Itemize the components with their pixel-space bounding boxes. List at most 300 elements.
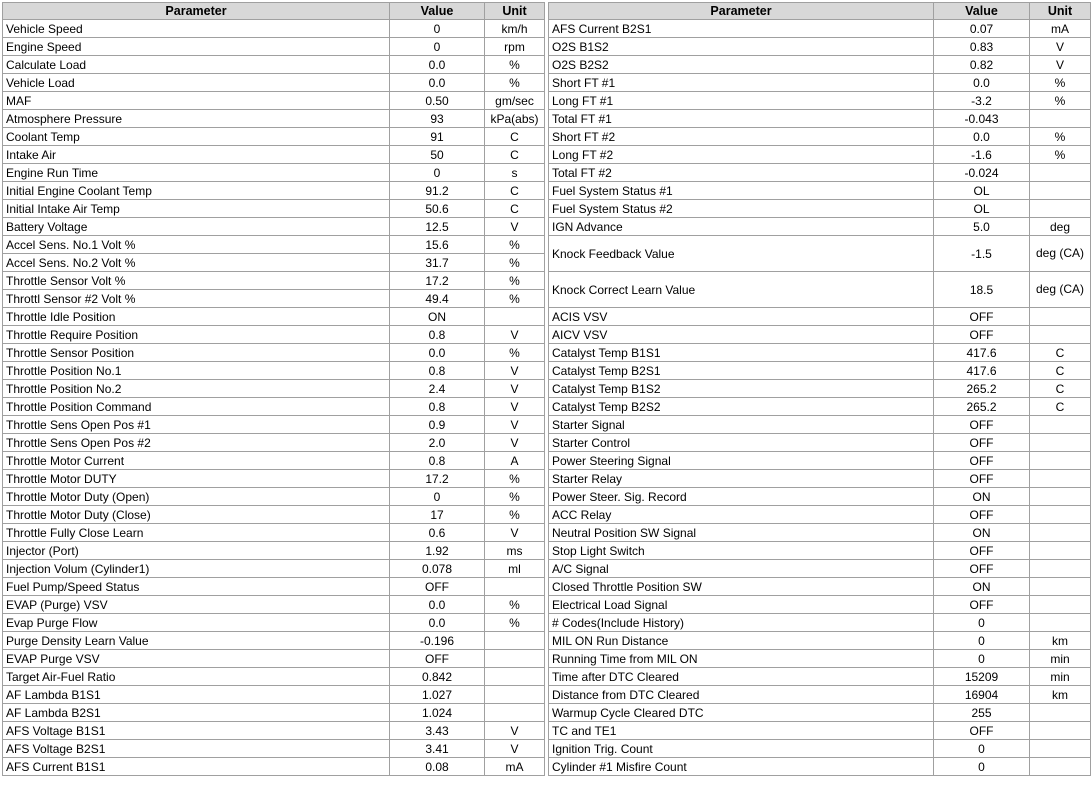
value-cell: 3.41	[390, 740, 485, 758]
value-cell: 2.4	[390, 380, 485, 398]
value-cell: OFF	[934, 542, 1030, 560]
table-row	[549, 200, 1091, 218]
parameter-cell: Distance from DTC Cleared	[549, 686, 934, 704]
table-row	[549, 344, 1091, 362]
unit-cell: mA	[1030, 20, 1091, 38]
unit-cell: V	[1030, 38, 1091, 56]
table-row	[549, 470, 1091, 488]
unit-cell: V	[485, 740, 545, 758]
value-cell: ON	[934, 524, 1030, 542]
parameter-cell: ACC Relay	[549, 506, 934, 524]
value-cell: 50.6	[390, 200, 485, 218]
unit-cell	[485, 308, 545, 326]
unit-cell: V	[485, 398, 545, 416]
unit-cell: %	[485, 596, 545, 614]
value-cell: 3.43	[390, 722, 485, 740]
parameter-cell: Injector (Port)	[3, 542, 390, 560]
value-cell: 417.6	[934, 344, 1030, 362]
value-cell: 31.7	[390, 254, 485, 272]
parameter-cell: Neutral Position SW Signal	[549, 524, 934, 542]
table-row	[549, 722, 1091, 740]
table-row	[3, 74, 545, 92]
value-cell: 0.83	[934, 38, 1030, 56]
table-row	[3, 164, 545, 182]
value-cell: 0.82	[934, 56, 1030, 74]
parameter-cell: Accel Sens. No.2 Volt %	[3, 254, 390, 272]
table-row	[3, 758, 545, 776]
unit-cell	[1030, 164, 1091, 182]
unit-cell	[1030, 542, 1091, 560]
table-row	[549, 452, 1091, 470]
table-row	[3, 56, 545, 74]
value-cell: OFF	[934, 434, 1030, 452]
parameter-cell: Target Air-Fuel Ratio	[3, 668, 390, 686]
unit-cell: s	[485, 164, 545, 182]
unit-cell: %	[485, 272, 545, 290]
value-cell: OL	[934, 200, 1030, 218]
unit-cell: V	[485, 434, 545, 452]
unit-cell: %	[1030, 146, 1091, 164]
table-row	[3, 506, 545, 524]
unit-cell: %	[485, 470, 545, 488]
table-row	[3, 290, 545, 308]
table-row	[549, 56, 1091, 74]
value-cell: OFF	[390, 650, 485, 668]
table-row	[3, 560, 545, 578]
value-cell: 15209	[934, 668, 1030, 686]
unit-cell: rpm	[485, 38, 545, 56]
parameter-cell: Short FT #2	[549, 128, 934, 146]
unit-cell: gm/sec	[485, 92, 545, 110]
parameter-cell: AFS Voltage B1S1	[3, 722, 390, 740]
right-table-body	[549, 20, 1091, 776]
unit-cell	[1030, 524, 1091, 542]
unit-cell	[485, 578, 545, 596]
parameter-cell: Total FT #2	[549, 164, 934, 182]
value-cell: 0.8	[390, 362, 485, 380]
parameter-cell: IGN Advance	[549, 218, 934, 236]
value-cell: 0.0	[390, 344, 485, 362]
table-row	[549, 506, 1091, 524]
unit-cell: deg (CA)	[1030, 272, 1091, 308]
table-row	[549, 362, 1091, 380]
table-row	[549, 596, 1091, 614]
unit-cell	[1030, 470, 1091, 488]
value-cell: 16904	[934, 686, 1030, 704]
parameter-cell: Throttle Sens Open Pos #1	[3, 416, 390, 434]
parameter-cell: A/C Signal	[549, 560, 934, 578]
value-cell: 1.024	[390, 704, 485, 722]
parameter-cell: Cylinder #1 Misfire Count	[549, 758, 934, 776]
table-row	[549, 308, 1091, 326]
value-cell: 0	[390, 488, 485, 506]
parameter-cell: Injection Volum (Cylinder1)	[3, 560, 390, 578]
table-row	[549, 38, 1091, 56]
unit-cell: V	[485, 416, 545, 434]
unit-cell: kPa(abs)	[485, 110, 545, 128]
parameter-cell: Warmup Cycle Cleared DTC	[549, 704, 934, 722]
parameter-cell: Throttle Motor Current	[3, 452, 390, 470]
unit-cell: %	[1030, 128, 1091, 146]
value-cell: 17	[390, 506, 485, 524]
table-row	[3, 380, 545, 398]
unit-cell: km/h	[485, 20, 545, 38]
value-cell: 0.08	[390, 758, 485, 776]
table-row	[3, 308, 545, 326]
unit-cell	[1030, 110, 1091, 128]
value-cell: 0.50	[390, 92, 485, 110]
parameter-cell: Throttle Sensor Position	[3, 344, 390, 362]
unit-cell: C	[485, 128, 545, 146]
value-cell: OFF	[934, 308, 1030, 326]
parameter-cell: Initial Intake Air Temp	[3, 200, 390, 218]
unit-cell: C	[1030, 398, 1091, 416]
value-cell: 0.9	[390, 416, 485, 434]
unit-cell: %	[485, 254, 545, 272]
parameter-cell: Power Steering Signal	[549, 452, 934, 470]
value-cell: OFF	[934, 326, 1030, 344]
unit-cell: km	[1030, 632, 1091, 650]
value-cell: OFF	[934, 452, 1030, 470]
table-row	[549, 686, 1091, 704]
unit-cell: deg (CA)	[1030, 236, 1091, 272]
value-cell: 2.0	[390, 434, 485, 452]
table-row	[3, 416, 545, 434]
value-cell: 0.8	[390, 398, 485, 416]
unit-cell: %	[485, 488, 545, 506]
value-cell: 1.027	[390, 686, 485, 704]
parameter-cell: Starter Signal	[549, 416, 934, 434]
parameter-cell: Electrical Load Signal	[549, 596, 934, 614]
parameter-cell: Total FT #1	[549, 110, 934, 128]
unit-cell	[1030, 722, 1091, 740]
table-row	[3, 254, 545, 272]
parameter-cell: Stop Light Switch	[549, 542, 934, 560]
unit-cell	[1030, 308, 1091, 326]
value-cell: 0.0	[390, 56, 485, 74]
value-cell: 91	[390, 128, 485, 146]
parameter-cell: Time after DTC Cleared	[549, 668, 934, 686]
table-row	[3, 470, 545, 488]
parameter-cell: Catalyst Temp B2S1	[549, 362, 934, 380]
table-row	[3, 740, 545, 758]
value-header: Value	[390, 3, 485, 20]
value-cell: 0.078	[390, 560, 485, 578]
value-cell: ON	[934, 488, 1030, 506]
unit-cell	[1030, 200, 1091, 218]
value-cell: -0.024	[934, 164, 1030, 182]
parameter-cell: Intake Air	[3, 146, 390, 164]
parameter-cell: Catalyst Temp B1S1	[549, 344, 934, 362]
table-row	[3, 542, 545, 560]
unit-cell	[485, 704, 545, 722]
unit-cell: %	[1030, 74, 1091, 92]
value-cell: 15.6	[390, 236, 485, 254]
unit-cell: V	[1030, 56, 1091, 74]
value-cell: 0	[390, 38, 485, 56]
table-row	[3, 488, 545, 506]
parameter-cell: AFS Voltage B2S1	[3, 740, 390, 758]
unit-cell: C	[485, 200, 545, 218]
unit-cell: min	[1030, 668, 1091, 686]
unit-cell: C	[485, 146, 545, 164]
table-row	[3, 200, 545, 218]
value-cell: 49.4	[390, 290, 485, 308]
table-row	[549, 704, 1091, 722]
value-cell: 17.2	[390, 470, 485, 488]
value-cell: 93	[390, 110, 485, 128]
parameter-cell: Long FT #1	[549, 92, 934, 110]
unit-header: Unit	[485, 3, 545, 20]
unit-cell	[1030, 614, 1091, 632]
parameter-cell: Throttle Require Position	[3, 326, 390, 344]
unit-cell	[1030, 740, 1091, 758]
parameter-cell: Throttle Motor Duty (Open)	[3, 488, 390, 506]
table-row	[549, 524, 1091, 542]
table-row	[3, 668, 545, 686]
parameter-header: Parameter	[549, 3, 934, 20]
parameter-cell: Fuel System Status #2	[549, 200, 934, 218]
parameter-cell: Throttle Motor DUTY	[3, 470, 390, 488]
value-cell: 265.2	[934, 398, 1030, 416]
parameter-cell: O2S B1S2	[549, 38, 934, 56]
header-row	[3, 3, 545, 20]
unit-cell: C	[1030, 344, 1091, 362]
parameter-cell: Throttle Sensor Volt %	[3, 272, 390, 290]
table-row	[549, 434, 1091, 452]
unit-cell	[1030, 182, 1091, 200]
table-row	[3, 578, 545, 596]
unit-cell	[1030, 704, 1091, 722]
table-row	[549, 632, 1091, 650]
value-cell: -1.6	[934, 146, 1030, 164]
parameter-cell: Vehicle Load	[3, 74, 390, 92]
table-row	[3, 524, 545, 542]
table-row	[3, 434, 545, 452]
value-cell: OFF	[934, 560, 1030, 578]
unit-cell	[1030, 488, 1091, 506]
unit-cell	[1030, 416, 1091, 434]
parameter-cell: EVAP (Purge) VSV	[3, 596, 390, 614]
parameter-cell: Ignition Trig. Count	[549, 740, 934, 758]
parameter-cell: Closed Throttle Position SW	[549, 578, 934, 596]
value-cell: OFF	[390, 578, 485, 596]
parameter-cell: Throttle Fully Close Learn	[3, 524, 390, 542]
unit-cell: C	[1030, 362, 1091, 380]
value-cell: 0.0	[934, 74, 1030, 92]
parameter-cell: Atmosphere Pressure	[3, 110, 390, 128]
value-cell: 0	[934, 614, 1030, 632]
value-cell: 0.0	[390, 596, 485, 614]
table-row	[3, 614, 545, 632]
table-row	[549, 182, 1091, 200]
unit-cell: %	[485, 344, 545, 362]
unit-cell: %	[485, 74, 545, 92]
unit-cell: %	[485, 290, 545, 308]
value-cell: 0.0	[934, 128, 1030, 146]
parameter-cell: Throttle Position No.2	[3, 380, 390, 398]
parameter-cell: Catalyst Temp B1S2	[549, 380, 934, 398]
table-row	[3, 146, 545, 164]
table-row	[549, 272, 1091, 308]
parameter-cell: EVAP Purge VSV	[3, 650, 390, 668]
table-row	[549, 416, 1091, 434]
parameter-cell: Initial Engine Coolant Temp	[3, 182, 390, 200]
table-row	[549, 650, 1091, 668]
value-cell: ON	[390, 308, 485, 326]
value-cell: 0.07	[934, 20, 1030, 38]
parameter-cell: Purge Density Learn Value	[3, 632, 390, 650]
unit-cell: ms	[485, 542, 545, 560]
parameter-cell: AF Lambda B1S1	[3, 686, 390, 704]
value-cell: ON	[934, 578, 1030, 596]
value-cell: OFF	[934, 416, 1030, 434]
parameter-cell: AFS Current B1S1	[3, 758, 390, 776]
value-cell: 0	[390, 20, 485, 38]
value-cell: 17.2	[390, 272, 485, 290]
parameter-cell: Running Time from MIL ON	[549, 650, 934, 668]
parameter-cell: Knock Correct Learn Value	[549, 272, 934, 308]
table-row	[549, 236, 1091, 272]
table-row	[3, 362, 545, 380]
unit-cell	[1030, 434, 1091, 452]
parameter-cell: MIL ON Run Distance	[549, 632, 934, 650]
table-row	[549, 398, 1091, 416]
parameter-cell: Catalyst Temp B2S2	[549, 398, 934, 416]
unit-cell: V	[485, 722, 545, 740]
value-cell: OFF	[934, 470, 1030, 488]
value-cell: 417.6	[934, 362, 1030, 380]
parameter-cell: Throttle Position No.1	[3, 362, 390, 380]
value-cell: 1.92	[390, 542, 485, 560]
parameter-cell: Engine Speed	[3, 38, 390, 56]
table-row	[3, 272, 545, 290]
unit-cell: %	[485, 56, 545, 74]
parameter-cell: Long FT #2	[549, 146, 934, 164]
unit-cell: %	[485, 236, 545, 254]
right-data-table	[548, 2, 1091, 776]
value-cell: 0	[934, 740, 1030, 758]
unit-cell	[1030, 452, 1091, 470]
table-row	[3, 218, 545, 236]
value-cell: 91.2	[390, 182, 485, 200]
table-row	[549, 146, 1091, 164]
value-cell: 5.0	[934, 218, 1030, 236]
parameter-cell: Fuel Pump/Speed Status	[3, 578, 390, 596]
table-row	[3, 398, 545, 416]
table-row	[549, 758, 1091, 776]
value-cell: 0.0	[390, 614, 485, 632]
table-row	[3, 20, 545, 38]
table-row	[3, 632, 545, 650]
unit-cell: ml	[485, 560, 545, 578]
parameter-cell: Short FT #1	[549, 74, 934, 92]
table-row	[549, 542, 1091, 560]
table-row	[549, 164, 1091, 182]
table-row	[549, 110, 1091, 128]
unit-cell: V	[485, 326, 545, 344]
value-cell: 0	[934, 632, 1030, 650]
unit-cell: V	[485, 380, 545, 398]
table-row	[549, 74, 1091, 92]
value-cell: 0.8	[390, 326, 485, 344]
parameter-cell: Throttle Sens Open Pos #2	[3, 434, 390, 452]
table-row	[3, 344, 545, 362]
unit-cell: C	[1030, 380, 1091, 398]
parameter-cell: # Codes(Include History)	[549, 614, 934, 632]
parameter-cell: MAF	[3, 92, 390, 110]
table-row	[3, 650, 545, 668]
value-cell: 265.2	[934, 380, 1030, 398]
unit-cell	[1030, 596, 1091, 614]
table-row	[549, 128, 1091, 146]
parameter-header: Parameter	[3, 3, 390, 20]
parameter-cell: AICV VSV	[549, 326, 934, 344]
unit-cell	[1030, 326, 1091, 344]
value-cell: -0.196	[390, 632, 485, 650]
unit-cell: C	[485, 182, 545, 200]
value-cell: -1.5	[934, 236, 1030, 272]
unit-cell: V	[485, 218, 545, 236]
parameter-cell: AF Lambda B2S1	[3, 704, 390, 722]
table-row	[549, 218, 1091, 236]
table-row	[3, 38, 545, 56]
value-cell: OFF	[934, 506, 1030, 524]
value-cell: 50	[390, 146, 485, 164]
table-row	[549, 380, 1091, 398]
table-row	[3, 452, 545, 470]
unit-cell	[1030, 560, 1091, 578]
value-cell: 18.5	[934, 272, 1030, 308]
table-row	[549, 578, 1091, 596]
value-cell: 0	[934, 758, 1030, 776]
parameter-cell: Coolant Temp	[3, 128, 390, 146]
unit-cell: %	[1030, 92, 1091, 110]
unit-cell	[485, 650, 545, 668]
unit-cell	[485, 668, 545, 686]
unit-cell	[485, 632, 545, 650]
table-row	[3, 704, 545, 722]
parameter-cell: Vehicle Speed	[3, 20, 390, 38]
parameter-cell: AFS Current B2S1	[549, 20, 934, 38]
parameter-cell: Evap Purge Flow	[3, 614, 390, 632]
table-row	[549, 668, 1091, 686]
table-row	[3, 326, 545, 344]
unit-cell: V	[485, 524, 545, 542]
parameter-cell: Accel Sens. No.1 Volt %	[3, 236, 390, 254]
value-cell: 12.5	[390, 218, 485, 236]
parameter-cell: Knock Feedback Value	[549, 236, 934, 272]
parameter-cell: Throttle Position Command	[3, 398, 390, 416]
unit-cell	[1030, 758, 1091, 776]
parameter-cell: Throttle Idle Position	[3, 308, 390, 326]
table-row	[549, 488, 1091, 506]
value-header: Value	[934, 3, 1030, 20]
table-row	[549, 326, 1091, 344]
parameter-cell: Throttle Motor Duty (Close)	[3, 506, 390, 524]
table-row	[3, 596, 545, 614]
table-row	[549, 92, 1091, 110]
parameter-cell: Starter Relay	[549, 470, 934, 488]
left-table-body	[3, 20, 545, 776]
value-cell: 0.6	[390, 524, 485, 542]
value-cell: 0.0	[390, 74, 485, 92]
unit-cell	[1030, 506, 1091, 524]
value-cell: OFF	[934, 722, 1030, 740]
value-cell: -0.043	[934, 110, 1030, 128]
unit-cell: min	[1030, 650, 1091, 668]
value-cell: 0.8	[390, 452, 485, 470]
